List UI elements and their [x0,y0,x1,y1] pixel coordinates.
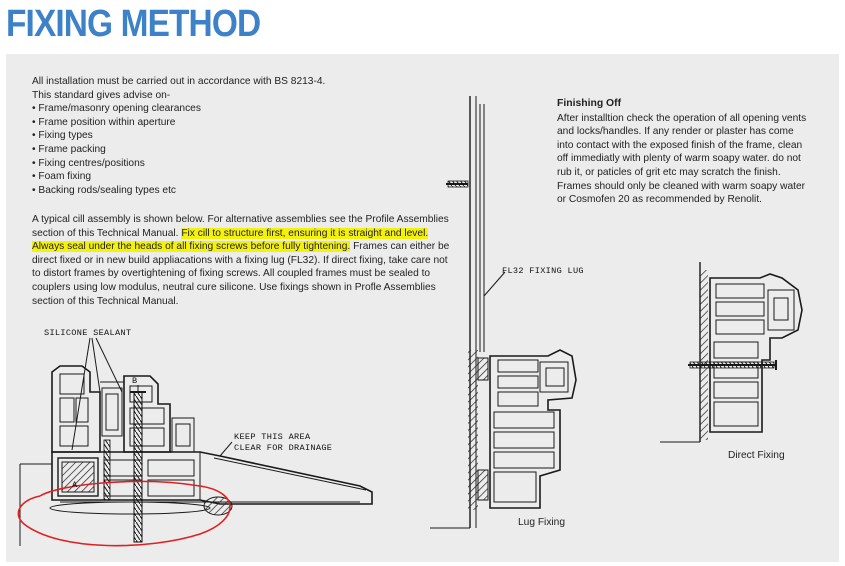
list-item: • Fixing centres/positions [32,157,452,171]
silicone-sealant-label: SILICONE SEALANT [44,328,132,338]
lug-fixing-drawing [430,96,576,528]
list-item: • Backing rods/sealing types etc [32,184,452,198]
list-item: • Foam fixing [32,170,452,184]
list-item: • Frame packing [32,143,452,157]
assembly-text-before: A typical cill assembly is shown below. For alternative assemblies see the Profile Assemblies section of this Technical Manual. [32,214,449,239]
highlighted-instruction: Fix cill to structure first, ensuring it is straight and level. Always seal under the heads of all fixing screws before fully tightening. [32,227,429,253]
list-item: • Frame/masonry opening clearances [32,102,452,116]
marker-a-label: A [72,480,78,490]
list-item: • Frame position within aperture [32,116,452,130]
finishing-text: After installtion check the operation of all opening vents and locks/handles. If any render or plaster has come into contact with the exposed finish of the frame, clean off immediatly with plenty of warm soapy water. do not rub it, or paticles of grit etc may scratch the finish. Frames should only be cleaned with warm soapy water or Cosmofen 20 as recommended by Renolit. [557,112,807,206]
direct-fixing-caption: Direct Fixing [728,450,785,461]
finishing-heading: Finishing Off [557,98,622,109]
keep-area-label-1: KEEP THIS AREA [234,432,311,442]
lug-fixing-caption: Lug Fixing [518,517,566,528]
list-item: • Fixing types [32,129,452,143]
intro-line-2: This standard gives advise on- [32,89,171,101]
direct-fixing-drawing [660,262,802,442]
keep-area-label-2: CLEAR FOR DRAINAGE [234,443,333,453]
intro-line-1: All installation must be carried out in accordance with BS 8213-4. [32,76,326,87]
assembly-text-after: Frames can either be direct fixed or in new build appliacations with a fixing lug (FL32). If direct fixing, take care not to distort frames by overtightening of fixing screws. All coupled frames must be sealed to couplers using low modulus, neutral cure silicone. Use fixings shown in Profle Assemblies section of this Technical Manual. [32,241,450,307]
page-title: FIXING METHOD [6,3,261,45]
marker-b-label: B [132,376,138,386]
fl32-lug-label: FL32 FIXING LUG [502,266,584,276]
cill-assembly-drawing [18,338,372,546]
